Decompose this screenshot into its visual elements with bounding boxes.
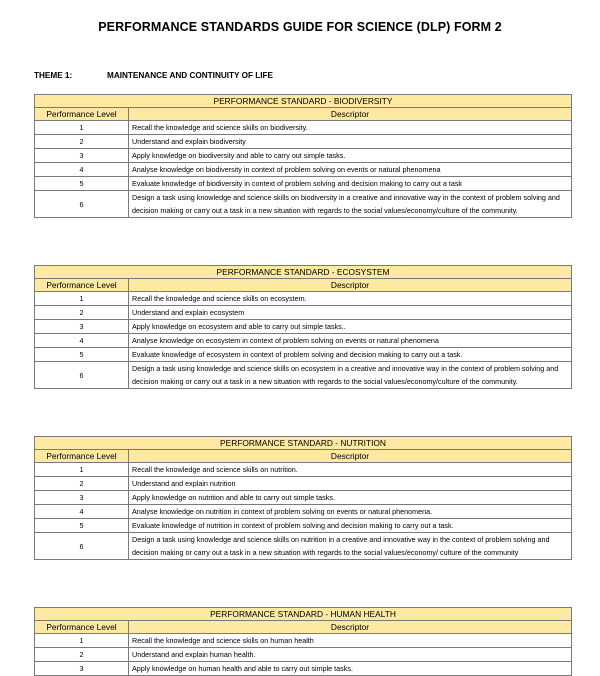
- performance-level: 4: [35, 334, 129, 348]
- table-row: [35, 505, 572, 519]
- table-row: [35, 348, 572, 362]
- table-row: [35, 533, 572, 560]
- descriptor: Recall the knowledge and science skills on biodiversity.: [129, 121, 572, 135]
- table-row: [35, 191, 572, 218]
- descriptor: Apply knowledge on biodiversity and able to carry out simple tasks.: [129, 149, 572, 163]
- column-header-level: Performance Level: [35, 279, 129, 292]
- table-row: [35, 662, 572, 676]
- performance-level: 4: [35, 163, 129, 177]
- descriptor: Evaluate knowledge of ecosystem in context of problem solving and decision making to carry out a task.: [129, 348, 572, 362]
- theme-label: THEME 1:: [34, 71, 73, 80]
- table-row: [35, 320, 572, 334]
- descriptor: Evaluate knowledge of nutrition in context of problem solving and decision making to carry out a task.: [129, 519, 572, 533]
- descriptor: Design a task using knowledge and science skills on ecosystem in a creative and innovative way in the context of problem solving and decision making or carry out a task in a new situation with regards to the social values/economy/culture of the community.: [129, 362, 572, 389]
- descriptor: Analyse knowledge on ecosystem in context of problem solving on events or natural phenomena: [129, 334, 572, 348]
- table-row: [35, 149, 572, 163]
- descriptor: Design a task using knowledge and science skills on biodiversity in a creative and innovative way in the context of problem solving and decision making or carry out a task in a new situation with regards to the social values/economy/culture of the community.: [129, 191, 572, 218]
- descriptor: Recall the knowledge and science skills on human health: [129, 634, 572, 648]
- table-row: [35, 519, 572, 533]
- standard-title: PERFORMANCE STANDARD - ECOSYSTEM: [35, 266, 572, 279]
- table-row: [35, 163, 572, 177]
- descriptor: Understand and explain human health.: [129, 648, 572, 662]
- column-header-level: Performance Level: [35, 108, 129, 121]
- performance-level: 2: [35, 306, 129, 320]
- performance-level: 1: [35, 463, 129, 477]
- descriptor: Analyse knowledge on nutrition in context of problem solving on events or natural phenomena.: [129, 505, 572, 519]
- performance-level: 1: [35, 121, 129, 135]
- theme-line: [34, 71, 274, 80]
- performance-level: 3: [35, 149, 129, 163]
- table-row: [35, 491, 572, 505]
- standard-title: PERFORMANCE STANDARD - HUMAN HEALTH: [35, 608, 572, 621]
- performance-level: 6: [35, 362, 129, 389]
- descriptor: Design a task using knowledge and science skills on nutrition in a creative and innovative way in the context of problem solving and decision making or carry out a task in a new situation with regards to the social values/economy/ culture of the community: [129, 533, 572, 560]
- descriptor: Apply knowledge on ecosystem and able to carry out simple tasks..: [129, 320, 572, 334]
- table-row: [35, 177, 572, 191]
- table-row: [35, 306, 572, 320]
- table-row: [35, 463, 572, 477]
- standard-title: PERFORMANCE STANDARD - BIODIVERSITY: [35, 95, 572, 108]
- standard-table: [34, 607, 572, 676]
- descriptor: Understand and explain ecosystem: [129, 306, 572, 320]
- column-header-descriptor: Descriptor: [129, 108, 572, 121]
- standard-table: [34, 94, 572, 218]
- standard-table: [34, 265, 572, 389]
- performance-level: 3: [35, 320, 129, 334]
- column-header-level: Performance Level: [35, 450, 129, 463]
- table-row: [35, 477, 572, 491]
- column-header-descriptor: Descriptor: [129, 279, 572, 292]
- descriptor: Understand and explain biodiversity: [129, 135, 572, 149]
- performance-level: 3: [35, 491, 129, 505]
- performance-level: 5: [35, 348, 129, 362]
- column-header-level: Performance Level: [35, 621, 129, 634]
- performance-level: 1: [35, 634, 129, 648]
- column-header-descriptor: Descriptor: [129, 621, 572, 634]
- table-row: [35, 334, 572, 348]
- descriptor: Recall the knowledge and science skills on ecosystem.: [129, 292, 572, 306]
- performance-level: 1: [35, 292, 129, 306]
- performance-level: 4: [35, 505, 129, 519]
- descriptor: Apply knowledge on human health and able to carry out simple tasks.: [129, 662, 572, 676]
- standard-table: [34, 436, 572, 560]
- descriptor: Evaluate knowledge of biodiversity in context of problem solving and decision making to carry out a task: [129, 177, 572, 191]
- table-row: [35, 648, 572, 662]
- table-row: [35, 121, 572, 135]
- table-row: [35, 135, 572, 149]
- performance-level: 6: [35, 191, 129, 218]
- performance-level: 6: [35, 533, 129, 560]
- performance-level: 5: [35, 177, 129, 191]
- column-header-descriptor: Descriptor: [129, 450, 572, 463]
- standard-title: PERFORMANCE STANDARD - NUTRITION: [35, 437, 572, 450]
- descriptor: Recall the knowledge and science skills on nutrition.: [129, 463, 572, 477]
- performance-level: 2: [35, 135, 129, 149]
- table-row: [35, 292, 572, 306]
- descriptor: Apply knowledge on nutrition and able to carry out simple tasks.: [129, 491, 572, 505]
- theme-name: MAINTENANCE AND CONTINUITY OF LIFE: [107, 71, 274, 80]
- performance-level: 3: [35, 662, 129, 676]
- table-row: [35, 362, 572, 389]
- descriptor: Analyse knowledge on biodiversity in context of problem solving on events or natural phenomena: [129, 163, 572, 177]
- document-title: PERFORMANCE STANDARDS GUIDE FOR SCIENCE (DLP) FORM 2: [98, 20, 502, 34]
- performance-level: 5: [35, 519, 129, 533]
- table-row: [35, 634, 572, 648]
- descriptor: Understand and explain nutrition: [129, 477, 572, 491]
- performance-level: 2: [35, 477, 129, 491]
- performance-level: 2: [35, 648, 129, 662]
